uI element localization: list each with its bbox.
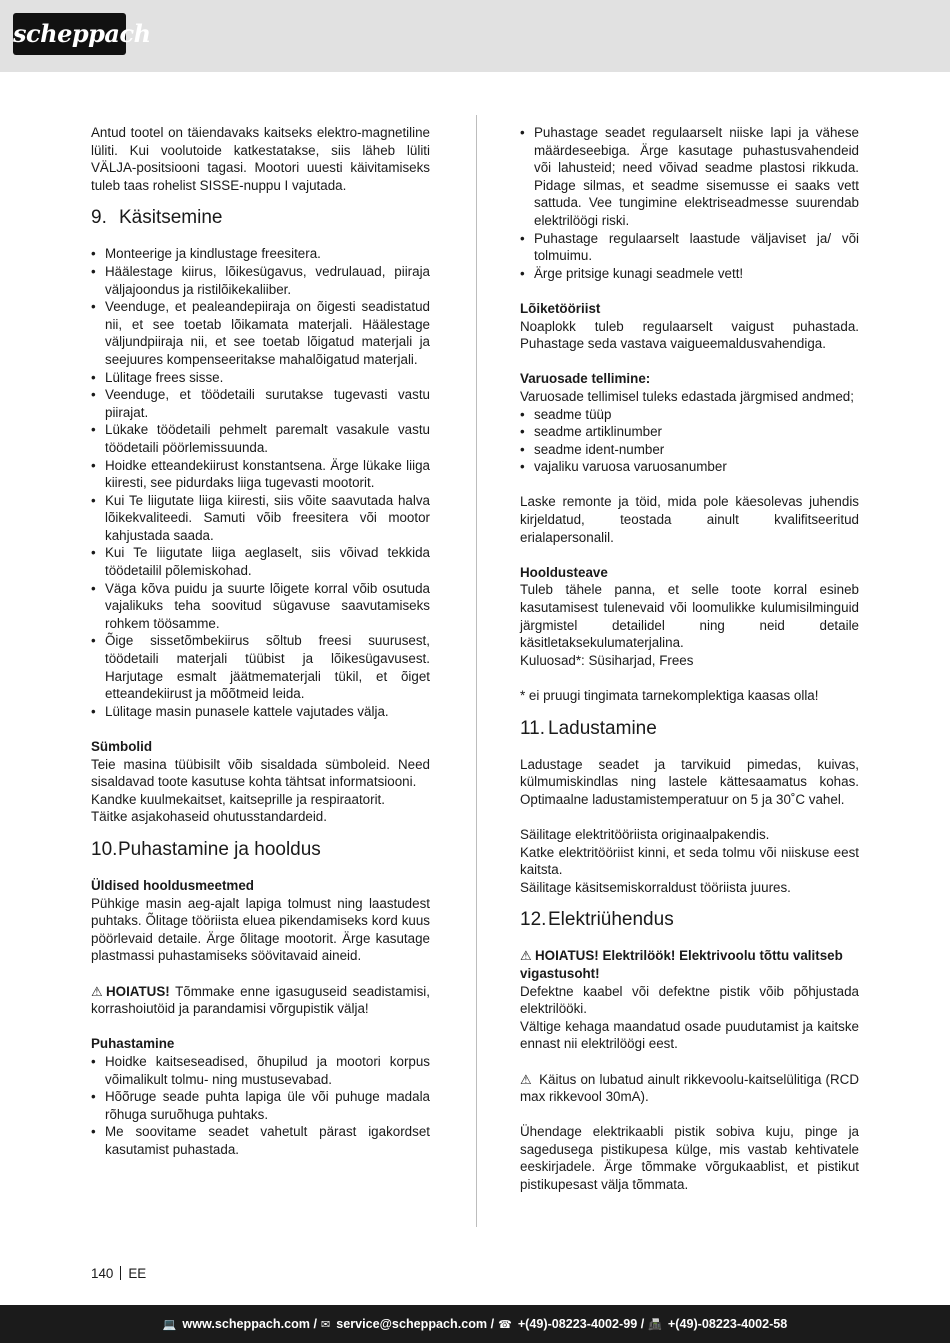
electric-text-1: Defektne kaabel või defektne pistik võib põhjustada elektrilööki. [520,983,859,1017]
repair-text: Laske remonte ja töid, mida pole käesolevas juhendis kirjeldatud, teostada ainult kvalifitseeritud erialapersonalil. [520,494,859,545]
cleaning-list [91,1053,430,1159]
section-number: 9. [91,207,107,229]
warning-triangle-icon: ⚠ [520,1071,532,1087]
list-item: • Hõõruge seade puhta lapiga üle või puhuge madala rõhuga suruõhuga puhtaks. [91,1088,430,1123]
footer-separator [120,1266,121,1280]
language-code: EE [128,1266,147,1281]
cleaning-list-continued [520,124,859,282]
website-link[interactable]: www.scheppach.com / [182,1317,318,1331]
spare-parts-text: Varuosade tellimisel tuleks edastada järgmised andmed; [520,388,854,404]
page-footer [91,1265,146,1282]
warning-triangle-icon: ⚠ [520,948,532,964]
symbols-text: Teie masina tüübisilt võib sisaldada sümboleid. Need sisaldavad toote kasutuse kohta tähtsat informatsiooni. [91,756,430,790]
spare-parts-list [520,406,859,476]
list-item: • Monteerige ja kindlustage freesitera. [91,245,430,263]
rcd-text: Käitus on lubatud ainult rikkevoolu-kaitselülitiga (RCD max rikkevool 30mA). [520,1071,859,1105]
email-link[interactable]: service@scheppach.com / [336,1317,495,1331]
section-number: 12. [520,909,547,931]
list-item: • Lülitage frees sisse. [91,369,430,387]
storage-text: Ladustage seadet ja tarvikuid pimedas, kuivas, külmumiskindlas ning lastele kättesaamatus kohas. Optimaalne ladustamistemperatuur on 5 ja 30˚C vahel. [520,756,859,807]
list-item: • Ärge pritsige kunagi seadmele vett! [520,265,859,283]
warning-paragraph [91,983,430,1018]
phone-number: +(49)-08223-4002-99 / [517,1317,645,1331]
page-number: 140 [91,1266,114,1281]
cutting-tool-heading: Lõiketööriist [520,300,601,316]
email-icon: ✉ [321,1318,331,1331]
fax-icon: 📠 [648,1318,662,1331]
list-item: • seadme tüüp [520,406,859,424]
list-item: • Väga kõva puidu ja suurte lõigete korral võib osutuda vajalikuks teha soovitud sügavuse saavutamiseks rohkem töösamme. [91,580,430,633]
section-number: 10. [91,838,118,860]
electric-warning-text: HOIATUS! Elektrilöök! Elektrivoolu tõttu valitseb vigastusoht! [520,948,843,981]
list-item: • vajaliku varuosa varuosanumber [520,458,859,476]
phone-icon: ☎ [498,1318,512,1331]
service-text: Tuleb tähele panna, et selle toote korral esineb kasutamisest tulenevaid või loomulikke kulumisilminguid järgmistel detailidel ning neid detaile käsitletaksekulumaterjalina. [520,582,859,651]
storage-text-3: Katke elektritööriist kinni, et seda tolmu või niiskuse eest kaitsta. [520,844,859,878]
list-item: • Häälestage kiirus, lõikesügavus, vedrulauad, piiraja väljajoondus ja ristilõikekaliiber. [91,263,430,298]
cleaning-heading: Puhastamine [91,1036,175,1052]
rcd-paragraph [520,1071,859,1106]
contact-footer-bar [0,1305,950,1343]
spare-parts-heading: Varuosade tellimine: [520,371,651,387]
list-item: • seadme artiklinumber [520,423,859,441]
list-item: • seadme ident-number [520,441,859,459]
list-item: • Hoidke kaitseseadised, õhupilud ja mootori korpus võimalikult tolmu- ning mustusevabad. [91,1053,430,1088]
general-maintenance-text: Pühkige masin aeg-ajalt lapiga tolmust ning laastudest puhtaks. Õlitage tööriista eluea pikendamiseks kord kuus pöörlevaid detaile. Ärge õlitage mootorit. Ärge kasutage plastmassi puhastamiseks söövitavaid aineid. [91,895,430,964]
cutting-tool-text: Noaplokk tuleb regulaarselt vaigust puhastada. Puhastage seda vastava vaigueemaldusvahendiga. [520,318,859,352]
section-title: Puhastamine ja hooldus [118,838,321,860]
list-item: • Puhastage seadet regulaarselt niiske lapi ja vähese määrdeseebiga. Ärge kasutage puhastusvahendeid või lahusteid; need võivad seadme plastosi rikkuda. Pidage silmas, et seadme sisemusse ei saaks vett sattuda. Vee tungimine elektriseadmesse suurendab elektrilöögi riski. [520,124,859,230]
list-item: • Õige sissetõmbekiirus sõltub freesi suurusest, töödetaili materjali tüübist ja lõikesügavusest. Harjutage esmalt jäätmematerjali tükil, et õiget etteandekiirust ja mõõtmeid leida. [91,632,430,702]
right-column [520,124,859,1194]
list-item: • Hoidke etteandekiirust konstantsena. Ärge lükake liiga kiiresti, see pidurdaks liiga tugevasti mootorit. [91,457,430,492]
list-item: • Me soovitame seadet vahetult pärast igakordset kasutamist puhastada. [91,1123,430,1158]
symbols-text-2: Kandke kuulmekaitset, kaitseprille ja respiraatorit. [91,791,385,807]
warning-text: Tõmmake enne igasuguseid seadistamisi, korrashoiutöid ja parandamisi võrgupistik välja! [91,983,430,1017]
list-item: • Kui Te liigutate liiga kiiresti, siis võite saavutada halva lõikekvaliteedi. Samuti võib freesitera või mootor kahjustada saada. [91,492,430,545]
wear-parts-text: Kuluosad*: Süsiharjad, Frees [520,652,694,668]
list-item: • Lükake töödetaili pehmelt paremalt vasakule vastu töödetaili pöörlemissuunda. [91,421,430,456]
plug-text: Ühendage elektrikaabli pistik sobiva kuju, pinge ja sagedusega pistikupesa külge, mis vastab kehtivatele eeskirjadele. Ärge tõmmake võrgukaablist, et pistikut pistikupesast välja tõmmata. [520,1124,859,1193]
general-maintenance-heading: Üldised hooldusmeetmed [91,877,254,893]
list-item: • Puhastage regulaarselt laastude väljaviset ja/ või tolmuimu. [520,230,859,265]
section-12-heading [520,908,859,932]
section-number: 11. [520,717,546,739]
left-column [91,124,430,1158]
section-title: Käsitsemine [119,207,223,229]
electric-text-2: Vältige kehaga maandatud osade puudutamist ja kaitske ennast nii elektrilöögi eest. [520,1018,859,1052]
operation-list [91,245,430,720]
list-item: • Kui Te liigutate liiga aeglaselt, siis võivad tekkida töödetailil põlemiskohad. [91,544,430,579]
warning-label: HOIATUS! [106,983,170,999]
warning-triangle-icon: ⚠ [91,983,103,999]
symbols-text-3: Täitke asjakohaseid ohutusstandardeid. [91,809,327,825]
symbols-heading: Sümbolid [91,739,152,754]
intro-paragraph: Antud tootel on täiendavaks kaitseks elektro-magnetiline lüliti. Kui voolutoide katkestatakse, siis läheb lüliti VÄLJA-positsiooni tagasi. Mootori uuesti käivitamiseks tuleb taas rohelist SISSE-nuppu I vajutada. [91,125,430,193]
storage-text-4: Säilitage käsitsemiskorraldust tööriista juures. [520,879,791,895]
header-band [0,0,950,72]
list-item: • Lülitage masin punasele kattele vajutades välja. [91,703,430,721]
service-heading: Hooldusteave [520,564,608,580]
section-title: Elektriühendus [548,909,674,931]
computer-icon: 💻 [162,1318,177,1331]
list-item: • Veenduge, et pealeandepiiraja on õigesti seadistatud nii, et see toetab lõikamata materjali. Häälestage väljundpiiraja nii, et see toetab lõigatud materjali ja seejuures kompenseeritakse mahalõigatud materjali. [91,298,430,368]
storage-text-2: Säilitage elektritööriista originaalpakendis. [520,826,770,842]
footnote-text: * ei pruugi tingimata tarnekomplektiga kaasas olla! [520,688,819,703]
electric-warning [520,947,859,982]
list-item: • Veenduge, et töödetaili surutakse tugevasti vastu piirajat. [91,386,430,421]
section-title: Ladustamine [548,717,657,739]
scheppach-logo: scheppach [13,13,126,55]
column-divider [476,115,477,1227]
fax-number: +(49)-08223-4002-58 [667,1317,788,1331]
section-9-heading [91,206,430,230]
section-10-heading [91,838,430,862]
section-11-heading [520,717,859,741]
